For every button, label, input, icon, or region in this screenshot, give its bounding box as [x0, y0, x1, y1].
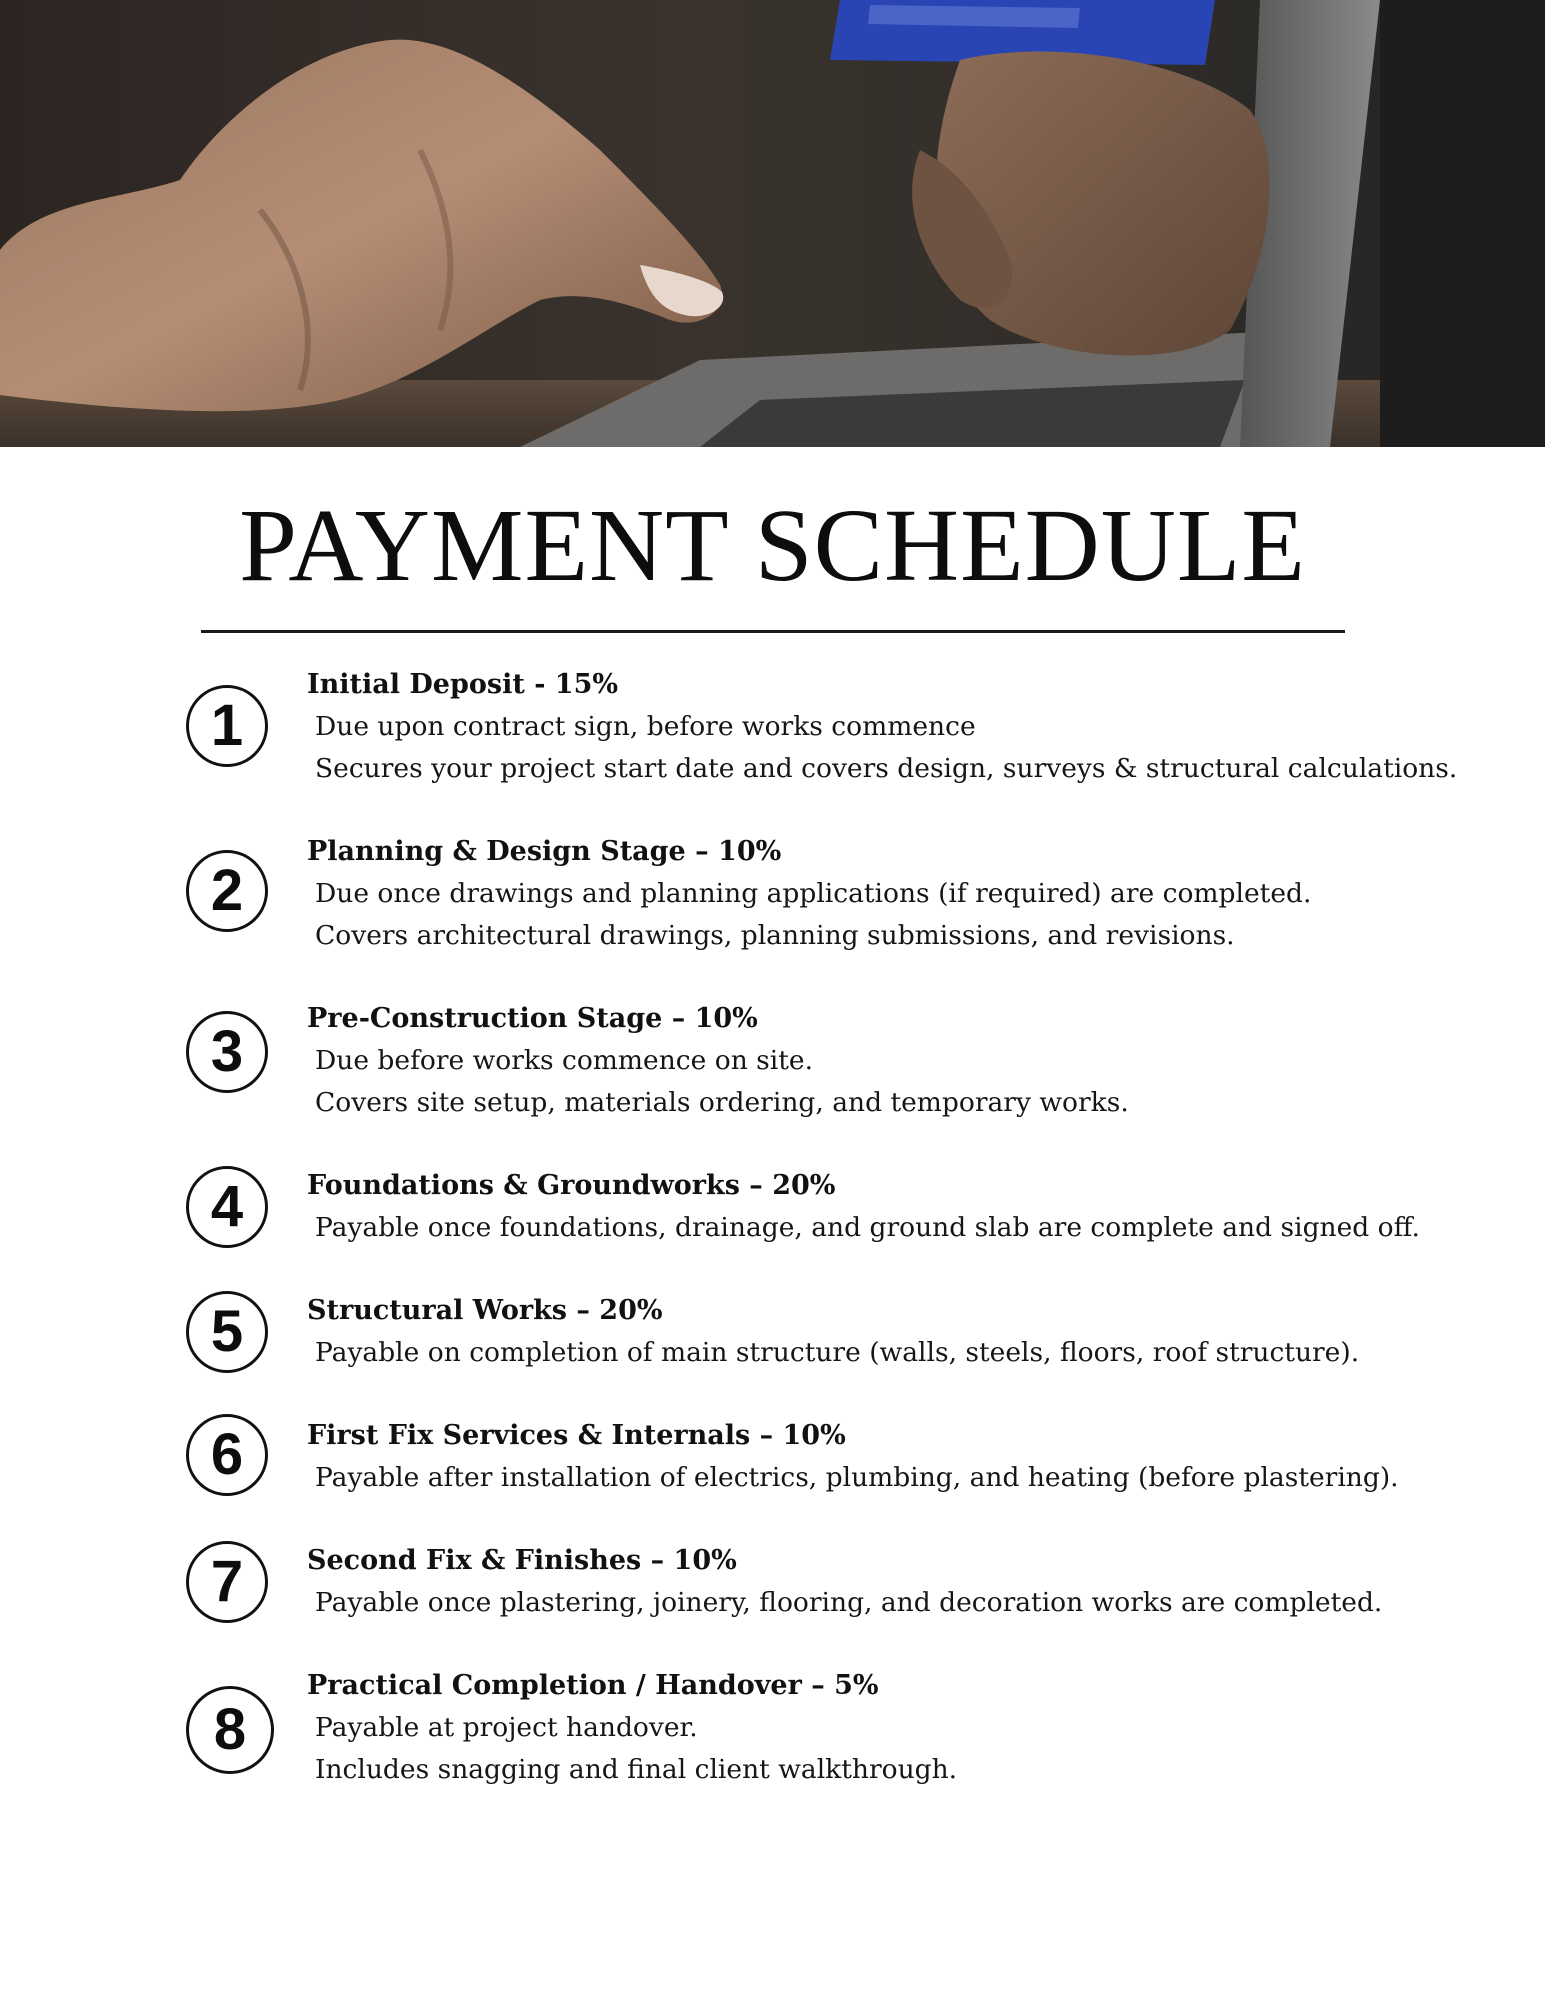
step-number-badge: 5 — [186, 1291, 268, 1373]
step-description: Due before works commence on site. — [315, 1045, 814, 1076]
step-description: Payable on completion of main structure (walls, steels, floors, roof structure). — [315, 1337, 1360, 1368]
payment-step — [0, 1416, 1545, 1506]
payment-step — [0, 832, 1545, 962]
step-heading: Second Fix & Finishes – 10% — [307, 1545, 737, 1576]
step-number-badge: 2 — [186, 850, 268, 932]
title-divider — [201, 630, 1345, 633]
step-number-badge: 7 — [186, 1541, 268, 1623]
step-heading: First Fix Services & Internals – 10% — [307, 1420, 846, 1451]
step-heading: Planning & Design Stage – 10% — [307, 836, 782, 867]
step-number-badge: 8 — [186, 1686, 274, 1774]
step-description: Due upon contract sign, before works commence — [315, 711, 976, 742]
step-description: Includes snagging and final client walkthrough. — [315, 1754, 958, 1785]
step-number-badge: 3 — [186, 1011, 268, 1093]
step-number-badge: 6 — [186, 1414, 268, 1496]
step-number-badge: 4 — [186, 1166, 268, 1248]
payment-step — [0, 1541, 1545, 1631]
header-photo — [0, 0, 1545, 447]
step-description: Payable once foundations, drainage, and ground slab are complete and signed off. — [315, 1212, 1420, 1243]
step-heading: Structural Works – 20% — [307, 1295, 663, 1326]
payment-step — [0, 999, 1545, 1129]
payment-step — [0, 665, 1545, 795]
step-heading: Initial Deposit - 15% — [307, 669, 619, 700]
page-title: PAYMENT SCHEDULE — [239, 488, 1306, 603]
step-description: Due once drawings and planning applications (if required) are completed. — [315, 878, 1312, 909]
step-description: Covers architectural drawings, planning submissions, and revisions. — [315, 920, 1235, 951]
step-heading: Pre-Construction Stage – 10% — [307, 1003, 758, 1034]
step-description: Covers site setup, materials ordering, and temporary works. — [315, 1087, 1129, 1118]
step-heading: Foundations & Groundworks – 20% — [307, 1170, 836, 1201]
step-description: Payable at project handover. — [315, 1712, 698, 1743]
payment-step — [0, 1166, 1545, 1256]
step-heading: Practical Completion / Handover – 5% — [307, 1670, 879, 1701]
step-number-badge: 1 — [186, 685, 268, 767]
payment-step — [0, 1666, 1545, 1796]
step-description: Payable after installation of electrics, plumbing, and heating (before plastering). — [315, 1462, 1399, 1493]
payment-step — [0, 1291, 1545, 1381]
step-description: Secures your project start date and covers design, surveys & structural calculations. — [315, 753, 1458, 784]
step-description: Payable once plastering, joinery, flooring, and decoration works are completed. — [315, 1587, 1383, 1618]
